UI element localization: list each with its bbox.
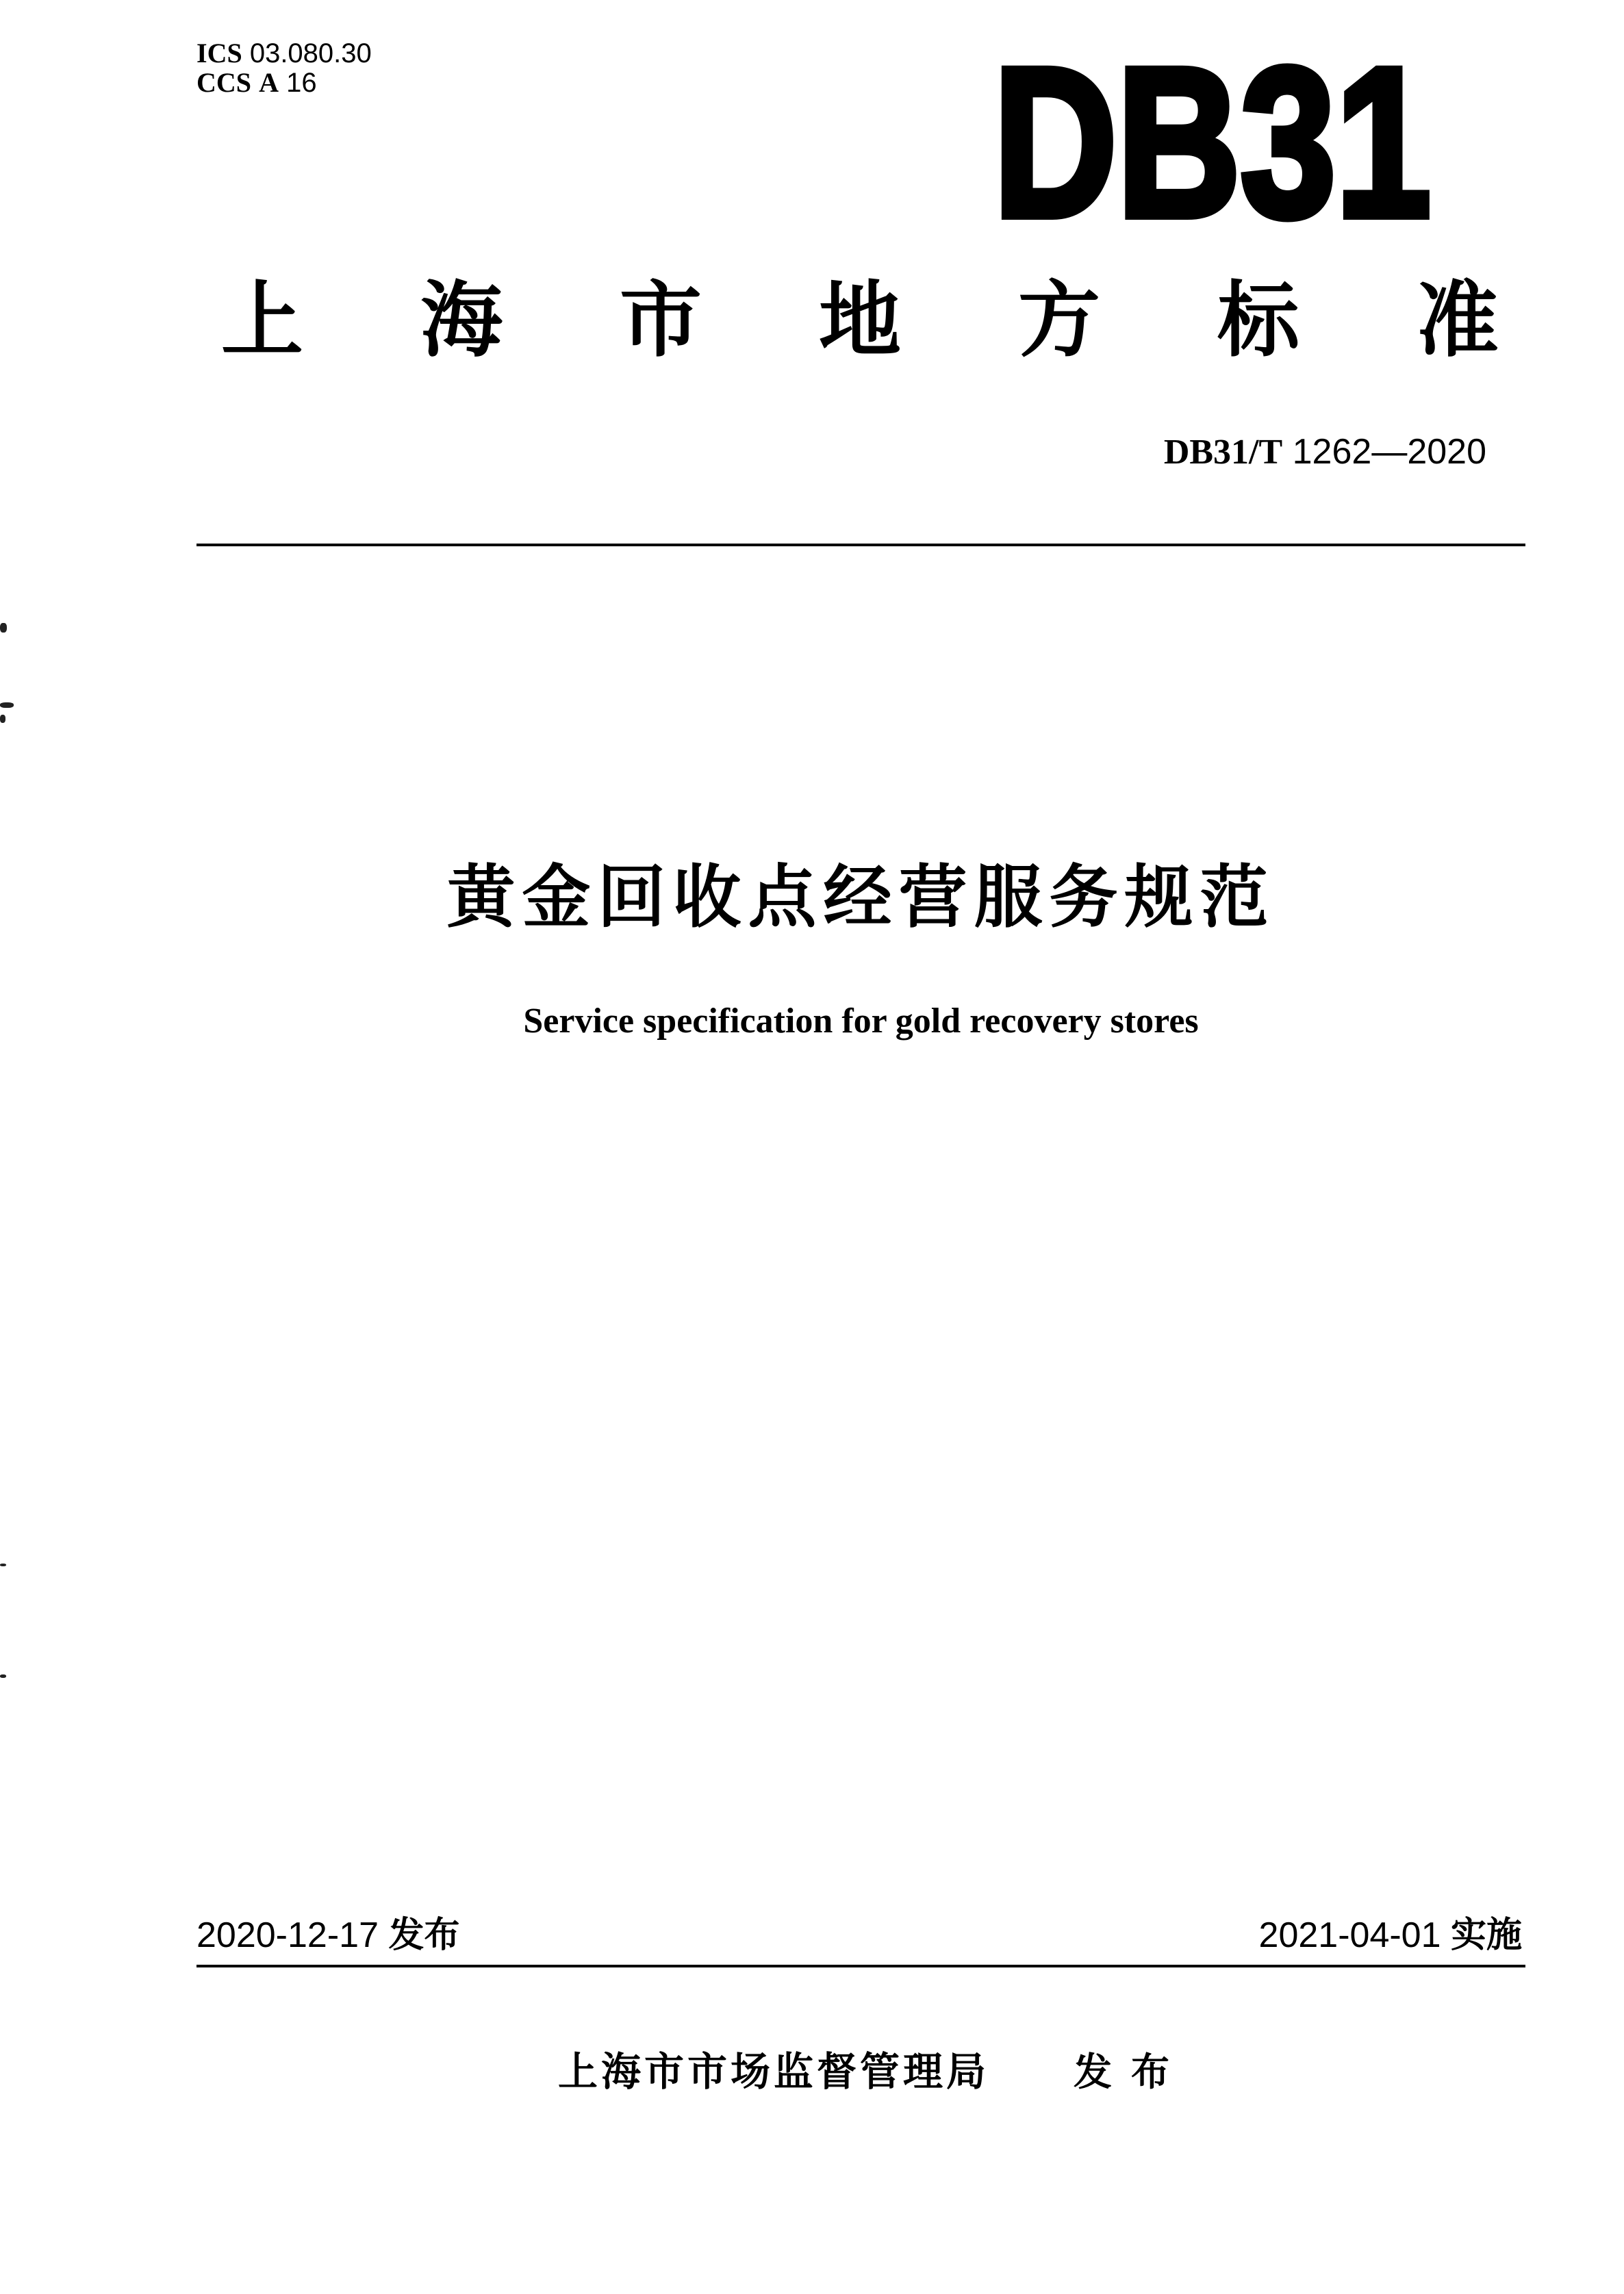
- ccs-label: CCS: [196, 67, 252, 98]
- document-title-en: Service specification for gold recovery stores: [523, 1002, 1199, 1041]
- bottom-divider: [196, 1965, 1525, 1967]
- standard-type-heading: 上海市地方标准: [221, 275, 1616, 366]
- standard-number-prefix: DB31/T: [1163, 433, 1283, 472]
- ics-code: 03.080.30: [249, 38, 372, 68]
- issuer-name: 上海市市场监督管理局: [558, 2050, 990, 2094]
- db31-logo: [989, 23, 1435, 261]
- standard-number-value: 1262—2020: [1292, 432, 1486, 472]
- scan-mark: [0, 715, 5, 723]
- issue-label: 发布: [388, 1915, 460, 1955]
- effective-date: 2021-04-01: [1258, 1915, 1441, 1955]
- ics-line: [196, 38, 372, 68]
- document-title-cn: 黄金回收点经营服务规范: [446, 859, 1276, 936]
- top-divider: [196, 544, 1525, 546]
- issue-date-line: [196, 1915, 459, 1956]
- scan-mark: [0, 702, 14, 708]
- issuer-action: 发布: [1074, 2050, 1189, 2093]
- ics-label: ICS: [196, 38, 242, 68]
- scan-mark: [0, 623, 7, 633]
- effective-date-line: [1259, 1915, 1522, 1956]
- scan-mark: [0, 1564, 6, 1566]
- scan-mark: [0, 1674, 6, 1678]
- db31-logo-text: DB31: [993, 23, 1431, 261]
- ccs-category: A: [259, 67, 279, 98]
- standard-number: [1164, 431, 1486, 473]
- issue-date: 2020-12-17: [196, 1915, 379, 1955]
- ccs-number: 16: [286, 68, 317, 98]
- effective-label: 实施: [1450, 1915, 1522, 1955]
- ccs-line: [196, 68, 317, 98]
